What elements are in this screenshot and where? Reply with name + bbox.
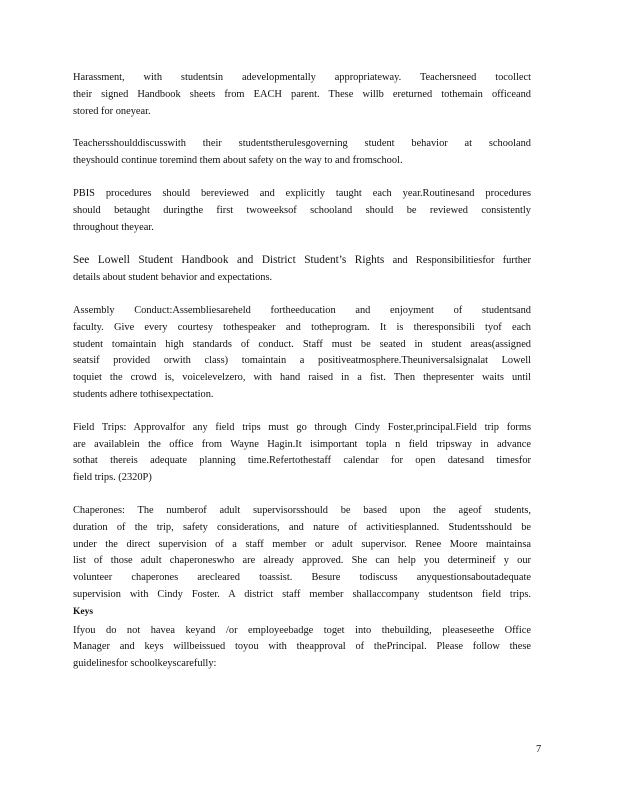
text-line: Manager and keys willbeissued toyou with theapproval of thePrincipal. Please follow these [73, 641, 531, 653]
text-line: Teachersshoulddiscusswith their studentstherulesgoverning student behavior at schooland [73, 138, 531, 150]
text-line: faculty. Give every courtesy tothespeaker and totheprogram. It is theresponsibili tyof each [73, 321, 531, 333]
text-line: details about student behavior and expectations. [73, 272, 273, 284]
text-line: field trips. (2320P) [73, 472, 152, 484]
handbook-reference: See Lowell Student Handbook and District Student’s Rights [73, 254, 385, 267]
paragraph-teachers-discuss [73, 136, 531, 170]
text-line: should betaught duringthe first twoweeksof schooland should be reviewed consistently [73, 204, 531, 216]
text-line: Ifyou do not havea keyand /or employeebadge toget into thebuilding, pleaseseethe Office [73, 624, 531, 636]
text-line [73, 252, 531, 270]
text-line: PBIS procedures should bereviewed and explicitly taught each year.Routinesand procedures [73, 187, 531, 199]
text-line: duration of the trip, safety considerations, and nature of activitiesplanned. Studentsshould be [73, 521, 531, 533]
keys-heading: Keys [73, 606, 94, 617]
text-line: toquiet the crowd is, voicelevelzero, with hand raised in a fist. Then thepresenter waits until [73, 372, 531, 384]
text-line: seatsif provided orwith class) tomaintain a positiveatmosphere.Theuniversalsignalat Lowell [73, 355, 531, 367]
text-line: under the direct supervision of a staff member or adult supervisor. Renee Moore maintainsa [73, 538, 531, 550]
text-line: theyshould continue toremind them about safety on the way to and fromschool. [73, 155, 403, 167]
text-line: Chaperones: The numberof adult supervisorsshould be based upon the ageof students, [73, 504, 531, 516]
text-line: Assembly Conduct:Assembliesareheld fortheeducation and enjoyment of studentsand [73, 304, 531, 316]
text-line: their signed Handbook sheets from EACH parent. These willb ereturned tothemain officeand [73, 88, 531, 100]
text-line: students adhere tothisexpectation. [73, 388, 214, 400]
document-page [73, 70, 531, 673]
text-line: student tomaintain high standards of conduct. Staff must be seated in student areas(assigned [73, 338, 531, 350]
text-line: throughout theyear. [73, 221, 154, 233]
text-line: guidelinesfor schoolkeyscarefully: [73, 658, 217, 670]
text-line: are availablein the office from Wayne Hagin.It isimportant topla n field tripsway in advance [73, 438, 531, 450]
paragraph-keys [73, 623, 531, 673]
text-line: Harassment, with studentsin adevelopmentally appropriateway. Teachersneed tocollect [73, 72, 531, 83]
text-line: sothat thereis adequate planning time.Refertothestaff calendar for open datesand timesfor [73, 455, 531, 467]
text-line: stored for oneyear. [73, 105, 151, 117]
text-line: list of those adult chaperoneswho are already approved. She can help you determineif y our [73, 555, 531, 567]
text-line: volunteer chaperones arecleared toassist. Besure todiscuss anyquestionsaboutadequate [73, 572, 531, 584]
handbook-reference-rest: and Responsibilitiesfor further [384, 255, 531, 267]
paragraph-harassment [73, 70, 531, 120]
text-line: supervision with Cindy Foster. A district staff member shallaccompany studentson field trips. [73, 588, 531, 600]
text-line: Field Trips: Approvalfor any field trips must go through Cindy Foster,principal.Field trip forms [73, 421, 531, 433]
paragraph-field-trips [73, 420, 531, 487]
paragraph-pbis [73, 186, 531, 236]
page-number: 7 [536, 744, 542, 755]
paragraph-assembly-conduct [73, 303, 531, 404]
paragraph-see-handbook [73, 252, 531, 287]
paragraph-chaperones [73, 503, 531, 604]
